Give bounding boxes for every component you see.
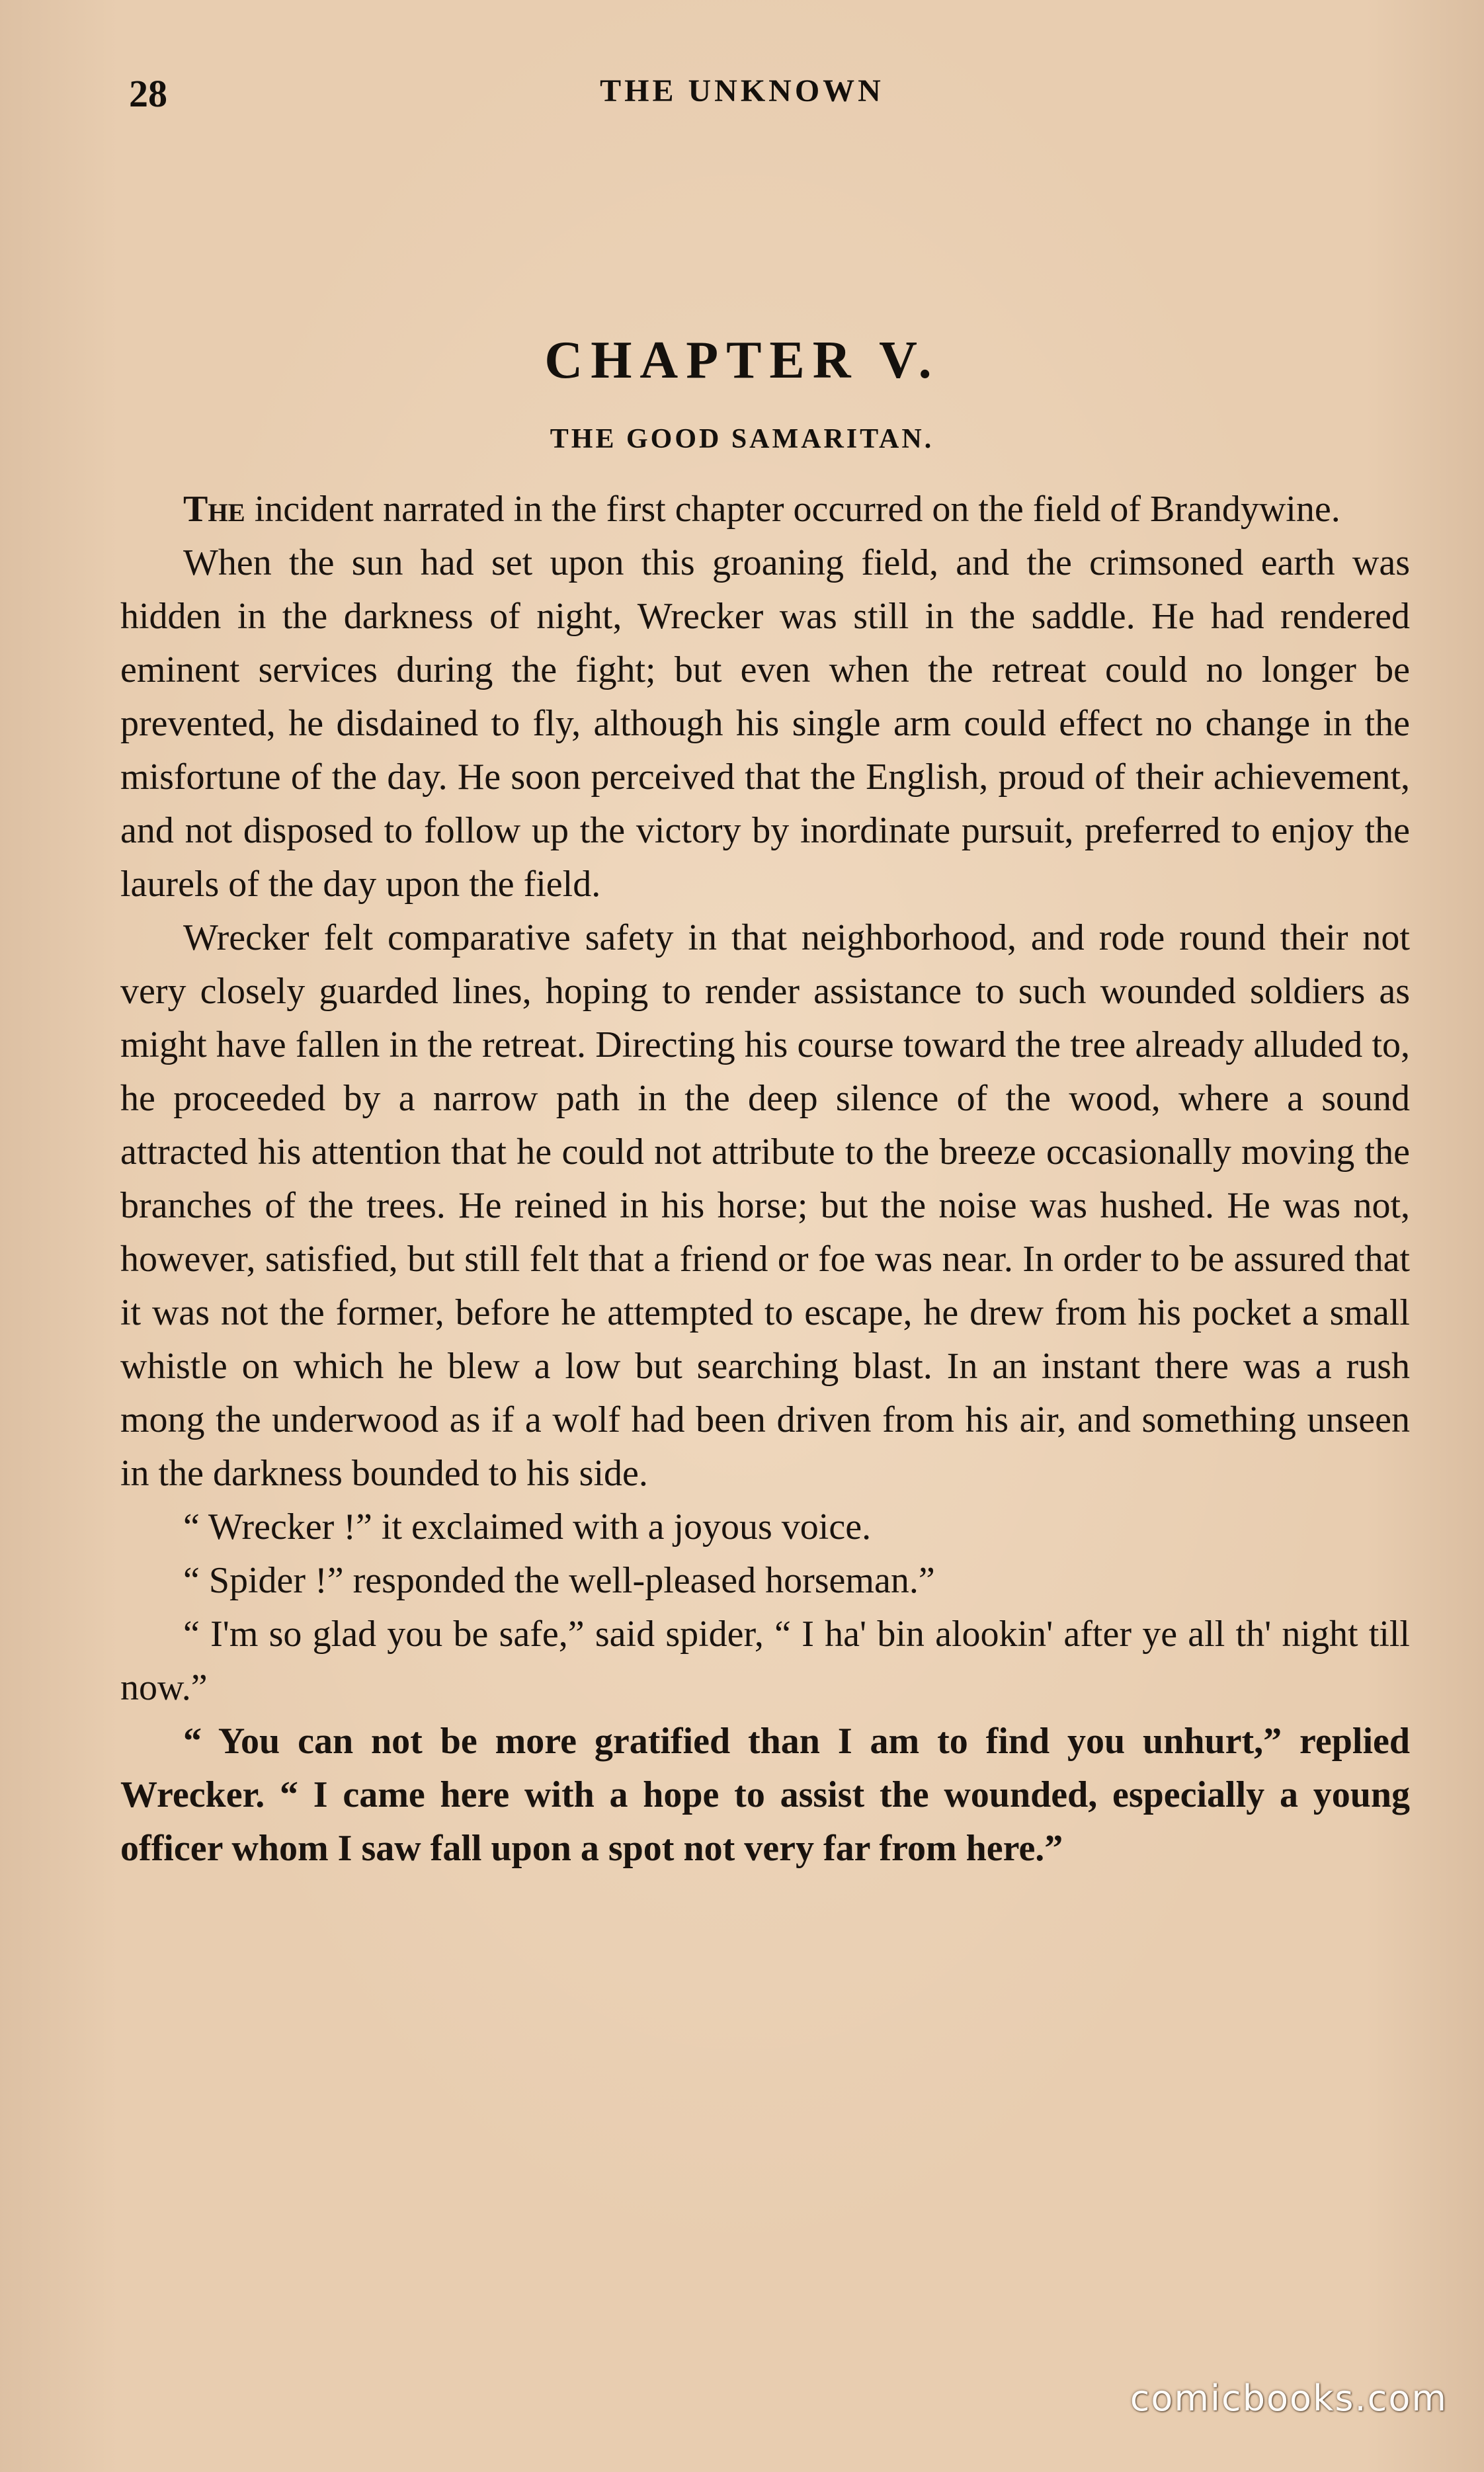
running-head: THE UNKNOWN [600, 73, 884, 108]
page-number: 28 [129, 72, 167, 115]
paragraph [120, 536, 1410, 911]
paragraph-text: Wrecker felt comparative safety in that neighborhood, and rode round their not very closely guarded lines, hoping to render assistance to such wounded soldiers as might have fallen in the retreat. Directing his course toward the tree already alluded to, he proceeded by a narrow path in the deep silence of the wood, where a sound attracted his attention that he could not attribute to the breeze occasionally moving the branches of the trees. He reined in his horse; but the noise was hushed. He was not, however, satisfied, but still felt that a friend or foe was near. In order to be assured that it was not the former, before he attempted to escape, he drew from his pocket a small whistle on which he blew a low but searching blast. In an instant there was a rush mong the underwood as if a wolf had been driven from his air, and something unseen in the darkness bounded to his side. [120, 917, 1410, 1494]
paragraph [120, 1554, 1410, 1608]
paragraph-lead-word: The [183, 489, 245, 530]
paragraph-text: When the sun had set upon this groaning field, and the crimsoned earth was hidden in the darkness of night, Wrecker was still in the saddle. He had rendered eminent services during the fight; but even when the retreat could no longer be prevented, he disdained to fly, although his single arm could effect no change in the misfortune of the day. He soon perceived that the English, proud of their achievement, and not disposed to follow up the victory by inordinate pursuit, preferred to enjoy the laurels of the day upon the field. [120, 542, 1410, 905]
watermark: comicbooks.com [1130, 2377, 1448, 2419]
paragraph [120, 1715, 1410, 1875]
chapter-subtitle: THE GOOD SAMARITAN. [550, 424, 934, 454]
paragraph-text: incident narrated in the first chapter occurred on the field of Brandywine. [245, 489, 1340, 530]
body-text [120, 483, 1410, 1875]
paragraph-text: “ I'm so glad you be safe,” said spider, “ I ha' bin alookin' after ye all th' night till now.” [120, 1614, 1410, 1708]
bleed-through-header [463, 26, 1124, 65]
paragraph-text: “ You can not be more gratified than I am to find you unhurt,” replied Wrecker. “ I came here with a hope to assist the wounded, especially a young officer whom I saw fall upon a spot not very far from here.” [120, 1721, 1410, 1869]
paragraph [120, 1501, 1410, 1554]
paragraph-text: “ Wrecker !” it exclaimed with a joyous voice. [183, 1506, 872, 1547]
paragraph [120, 911, 1410, 1501]
chapter-title: CHAPTER V. [544, 331, 940, 390]
paragraph [120, 483, 1410, 536]
paragraph-text: “ Spider !” responded the well-pleased horseman.” [183, 1560, 935, 1601]
paragraph [120, 1608, 1410, 1715]
